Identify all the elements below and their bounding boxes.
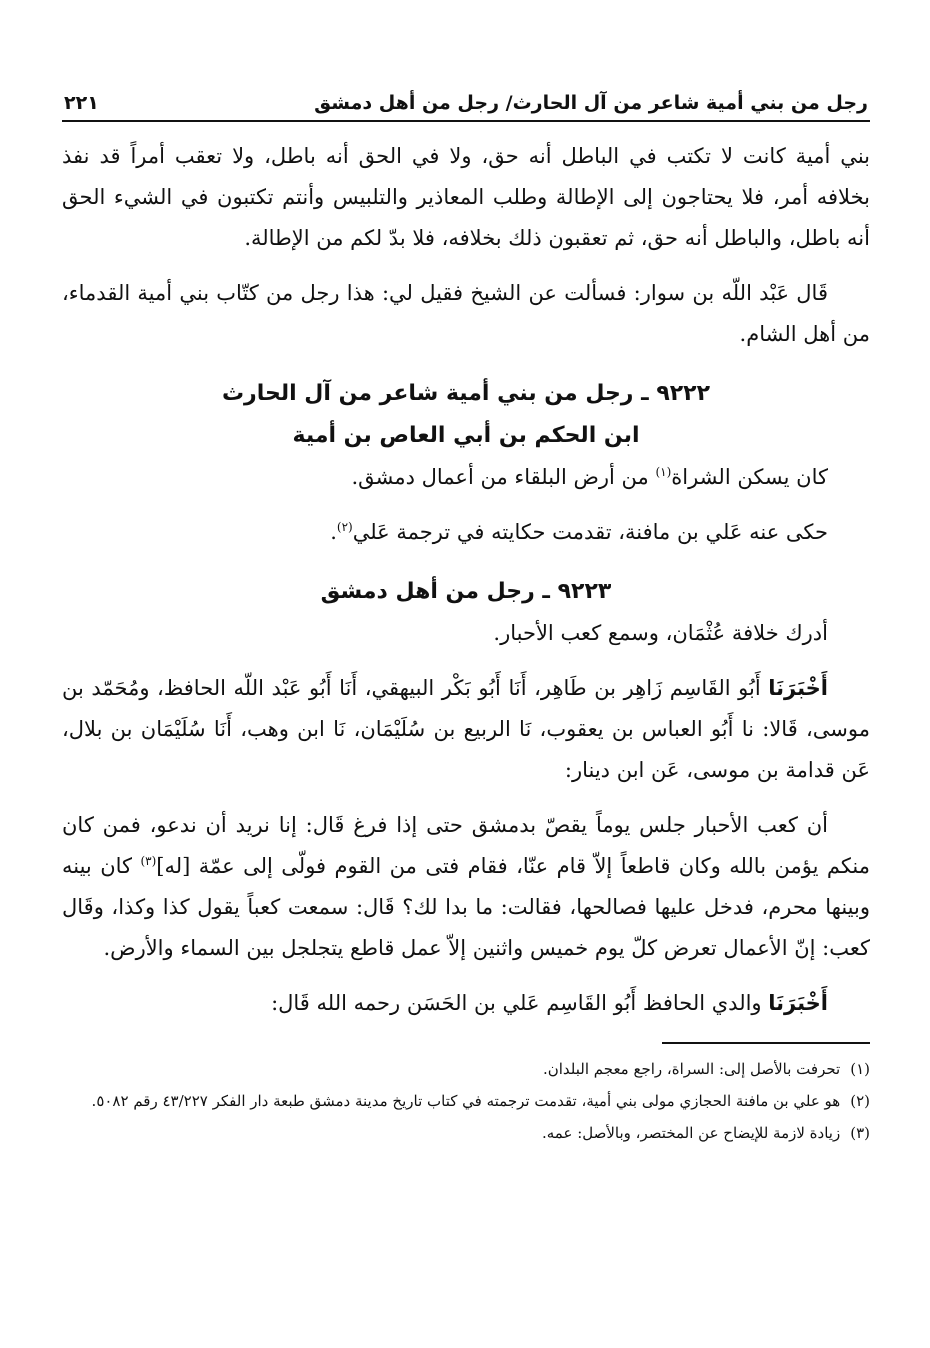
paragraph: قَال عَبْد اللّه بن سوار: فسألت عن الشيخ فقيل لي: هذا رجل من كتّاب بني أمية القدماء، من أهل الشام.	[62, 281, 870, 346]
footnote-number: (١)	[850, 1060, 870, 1078]
isnad-keyword: أَخْبَرَنَا	[768, 676, 828, 700]
footnote-ref[interactable]: (٢)	[336, 520, 353, 534]
text-run: والدي الحافظ أَبُو القَاسِم عَلي بن الحَسَن رحمه الله قَال:	[271, 991, 769, 1015]
text-run: أَبُو القَاسِم زَاهِر بن طَاهِر، أَنَا أَبُو بَكْر البيهقي، أَنَا أَبُو عَبْد اللّه الحافظ، ومُحَمّد بن موسى، قَالا: نا أَبُو العباس بن يعقوب، نَا الربيع بن سُلَيْمَان، نَا ابن وهب، أَنَا سُلَيْمَان بن بلال، عَن قدامة بن موسى، عَن ابن دينار:	[62, 676, 870, 782]
footnote-number: (٢)	[850, 1092, 870, 1110]
paragraph	[62, 457, 870, 498]
isnad-keyword: أَخْبَرَنَا	[768, 991, 828, 1015]
text-run: .	[330, 520, 337, 544]
paragraph	[62, 983, 870, 1024]
footnote-rule	[662, 1042, 870, 1044]
entry-heading-line: ابن الحكم بن أبي العاص بن أمية	[292, 423, 640, 448]
paragraph: أدرك خلافة عُثْمَان، وسمع كعب الأحبار.	[493, 621, 828, 645]
text-run: من أرض البلقاء من أعمال دمشق.	[351, 465, 656, 489]
main-text	[62, 136, 870, 1024]
text-run: كان يسكن الشراة	[671, 465, 828, 489]
footnote-text: تحرفت بالأصل إلى: السراة، راجع معجم البلدان.	[542, 1060, 841, 1078]
entry-heading-line: ٩٢٢٢ ـ رجل من بني أمية شاعر من آل الحارث	[221, 381, 711, 406]
header-rule	[62, 120, 870, 122]
footnote	[62, 1120, 870, 1146]
footnote-text: هو علي بن مافنة الحجازي مولى بني أمية، تقدمت ترجمته في كتاب تاريخ مدينة دمشق طبعة دار الفكر ٤٣/٢٢٧ رقم ٥٠٨٢.	[91, 1092, 841, 1110]
footnote-ref[interactable]: (٣)	[140, 854, 157, 868]
footnote-number: (٣)	[850, 1124, 870, 1142]
paragraph: بني أمية كانت لا تكتب في الباطل أنه حق، ولا في الحق أنه باطل، ولا تعقب أمراً قد نفذ بخلافه أمر، فلا يحتاجون إلى الإطالة وطلب المعاذير والتلبيس وأنتم تكتبون في الشيء الحق أنه باطل، والباطل أنه حق، ثم تعقبون ذلك بخلافه، فلا بدّ لكم من الإطالة.	[62, 144, 870, 250]
page-number: ٢٢١	[64, 92, 99, 114]
entry-heading-line: ٩٢٢٣ ـ رجل من أهل دمشق	[320, 579, 612, 604]
running-header	[62, 78, 870, 114]
footnote	[62, 1056, 870, 1082]
footnote-text: زيادة لازمة للإيضاح عن المختصر، وبالأصل: عمه.	[542, 1124, 841, 1142]
entry-heading	[62, 373, 870, 457]
paragraph	[62, 668, 870, 791]
text-run: أن كعب الأحبار جلس يوماً يقصّ بدمشق حتى إذا فرغ قَال: إنا نريد أن ندعو، فمن كان منكم يؤمن بالله وكان قاطعاً إلاّ قام عنّا، فقام فتى من القوم فولّى إلى عمّة [له]	[62, 813, 870, 878]
book-page	[62, 78, 870, 1152]
running-title: رجل من بني أمية شاعر من آل الحارث/ رجل من أهل دمشق	[314, 92, 868, 114]
text-run: كان بينه وبينها محرم، فدخل عليها فصالحها، فقالت: ما بدا لك؟ قَال: سمعت كعباً يقول كذا وكذا، وقَال كعب: إنّ الأعمال تعرض كلّ يوم خميس واثنين إلاّ عمل قاطع يتجلجل بين السماء والأرض.	[62, 854, 870, 960]
footnote	[62, 1088, 870, 1114]
text-run: حكى عنه عَلي بن مافنة، تقدمت حكايته في ترجمة عَلي	[352, 520, 828, 544]
paragraph	[62, 512, 870, 553]
footnote-ref[interactable]: (١)	[655, 465, 672, 479]
paragraph	[62, 805, 870, 969]
footnotes	[62, 1056, 870, 1146]
entry-heading	[62, 571, 870, 613]
